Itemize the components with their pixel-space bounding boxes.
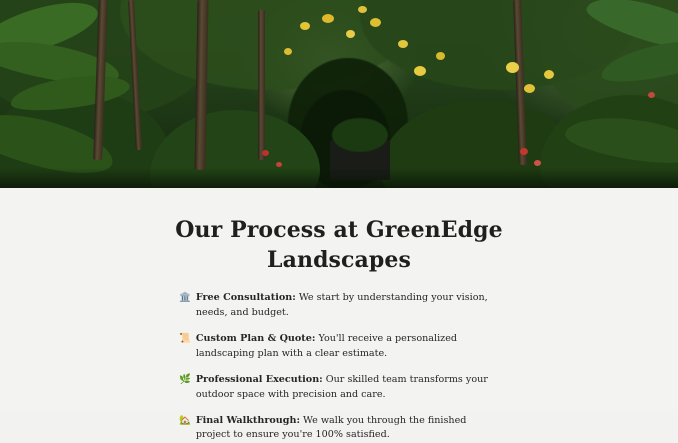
page-title <box>174 216 504 275</box>
process-section <box>0 188 678 443</box>
list-item <box>179 291 499 321</box>
step-body: We start by understanding your vision, needs, and budget. <box>195 292 488 319</box>
step-text <box>196 332 499 362</box>
scroll-icon: 📜 <box>179 333 191 345</box>
list-item <box>179 414 499 443</box>
step-text <box>196 291 499 321</box>
step-title: Custom Plan & Quote: <box>195 333 316 345</box>
list-item <box>179 373 499 403</box>
page-title-line1: Our Process at GreenEdge <box>175 217 503 243</box>
bank-icon: 🏛️ <box>179 292 191 304</box>
step-body: We walk you through the finished project to ensure you're 100% satisfied. <box>195 414 467 441</box>
step-text <box>196 414 499 443</box>
process-step-list <box>179 291 499 443</box>
page-title-line2: Landscapes <box>267 246 411 273</box>
step-body: Our skilled team transforms your outdoor space with precision and care. <box>195 373 488 400</box>
step-title: Final Walkthrough: <box>195 414 300 426</box>
step-body: You'll receive a personalized landscaping plan with a clear estimate. <box>195 333 458 359</box>
house-with-garden-icon: 🏡 <box>179 414 191 426</box>
step-text <box>196 373 499 403</box>
hero-image <box>0 0 678 188</box>
herb-icon: 🌿 <box>179 373 191 385</box>
list-item <box>179 332 499 362</box>
step-title: Professional Execution: <box>195 373 323 385</box>
step-title: Free Consultation: <box>195 292 296 304</box>
